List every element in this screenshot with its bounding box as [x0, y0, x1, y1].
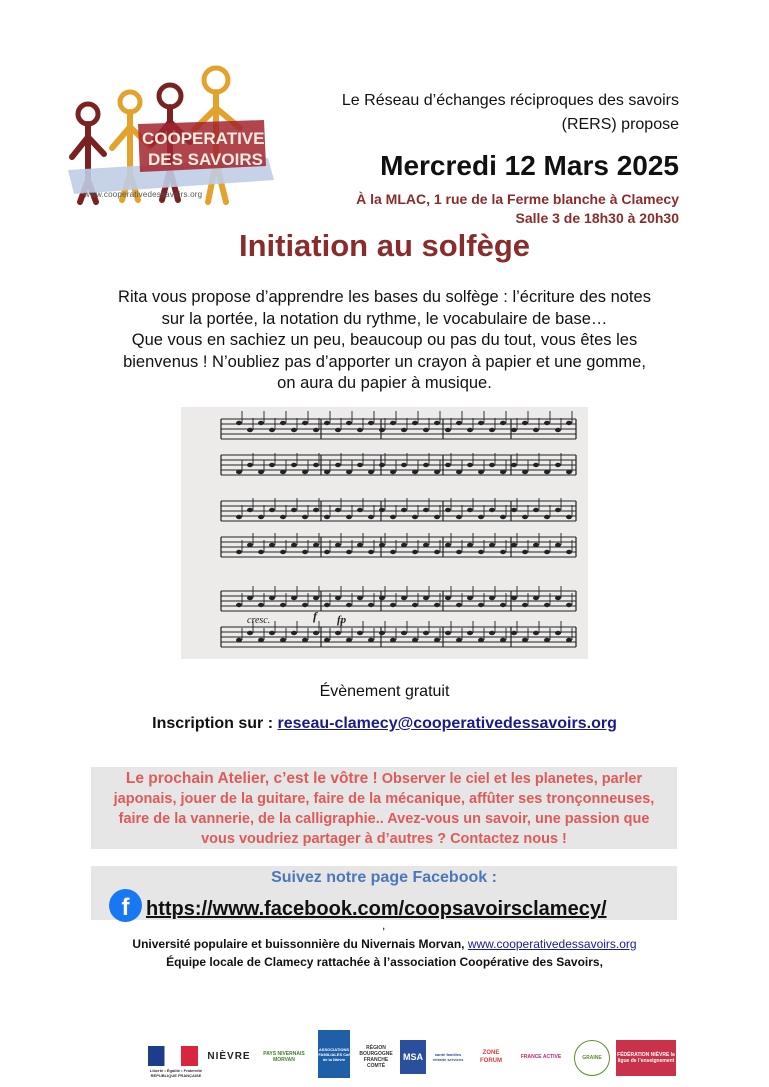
note-head [291, 631, 297, 635]
partner-logo-msa: MSA [400, 1040, 426, 1074]
note-head [335, 508, 341, 512]
note-head [555, 631, 561, 635]
note-head [357, 631, 363, 635]
note-head [368, 421, 374, 425]
note-head [522, 603, 528, 607]
note-head [313, 428, 319, 432]
registration-email-link[interactable]: reseau-clamecy@cooperativedessavoirs.org [277, 715, 617, 732]
note-head [324, 421, 330, 425]
note-head [346, 638, 352, 642]
note-head [401, 631, 407, 635]
note-head [269, 631, 275, 635]
note-head [335, 463, 341, 467]
workshop-text: vous voudriez partager à d’autres ? Contactez nous ! [201, 831, 567, 847]
university-line [0, 937, 769, 951]
workshop-text: faire de la vannerie, de la calligraphie.. Avez-vous un savoir, une passion que [118, 811, 650, 827]
note-head [533, 543, 539, 547]
note-head [390, 515, 396, 519]
note-head [313, 508, 319, 512]
note-head [247, 463, 253, 467]
note-head [544, 603, 550, 607]
note-head [533, 631, 539, 635]
note-head [544, 515, 550, 519]
partner-logo-ligue: FÉDÉRATION NIÈVRE la ligue de l’enseignement [616, 1040, 676, 1076]
note-head [412, 550, 418, 554]
note-head [489, 463, 495, 467]
note-head [401, 508, 407, 512]
note-head [280, 515, 286, 519]
note-head [511, 508, 517, 512]
note-head [280, 421, 286, 425]
description-line: on aura du papier à musique. [277, 374, 492, 392]
note-head [379, 543, 385, 547]
note-head [280, 550, 286, 554]
note-head [313, 596, 319, 600]
note-head [324, 603, 330, 607]
note-head [258, 638, 264, 642]
note-head [434, 470, 440, 474]
note-head [313, 463, 319, 467]
note-head [302, 550, 308, 554]
logo-line1: COOPERATIVE [142, 129, 265, 148]
note-head [544, 421, 550, 425]
note-head [280, 470, 286, 474]
note-head [247, 508, 253, 512]
note-head [379, 428, 385, 432]
note-head [522, 515, 528, 519]
note-head [456, 515, 462, 519]
note-head [566, 603, 572, 607]
note-head [522, 638, 528, 642]
note-head [335, 543, 341, 547]
sheet-mark-fp: fp [337, 614, 347, 626]
note-head [302, 603, 308, 607]
note-head [335, 631, 341, 635]
note-head [489, 428, 495, 432]
description [70, 287, 699, 395]
note-head [368, 603, 374, 607]
note-head [379, 596, 385, 600]
note-head [280, 603, 286, 607]
intro-line-2: (RERS) propose [561, 116, 679, 133]
workshop-text: Observer le ciel et les planetes, parler [381, 771, 643, 787]
note-head [269, 463, 275, 467]
note-head [500, 603, 506, 607]
note-head [324, 470, 330, 474]
note-head [500, 638, 506, 642]
intro-line-1: Le Réseau d’échanges réciproques des savoirs [341, 92, 679, 109]
note-head [280, 638, 286, 642]
partner-logo-france-active: FRANCE ACTIVE [520, 1054, 562, 1060]
note-head [423, 463, 429, 467]
note-head [445, 508, 451, 512]
note-head [500, 421, 506, 425]
note-head [445, 463, 451, 467]
note-head [368, 515, 374, 519]
note-head [434, 638, 440, 642]
note-head [566, 470, 572, 474]
sheet-mark-cresc: cresc. [247, 615, 271, 626]
note-head [346, 603, 352, 607]
note-head [456, 421, 462, 425]
logo-url: www.cooperativedessavoirs.org [84, 190, 203, 199]
note-head [423, 596, 429, 600]
note-head [555, 463, 561, 467]
note-head [445, 596, 451, 600]
next-workshop-box [91, 767, 677, 849]
note-head [313, 543, 319, 547]
note-head [401, 428, 407, 432]
note-head [390, 421, 396, 425]
note-head [269, 543, 275, 547]
note-head [555, 596, 561, 600]
note-head [346, 421, 352, 425]
note-head [357, 463, 363, 467]
note-head [269, 508, 275, 512]
facebook-icon: f [109, 889, 142, 922]
note-head [467, 596, 473, 600]
workshop-text: japonais, jouer de la guitare, faire de la mécanique, affûter ses tronçonneuses, [113, 791, 655, 807]
note-head [533, 428, 539, 432]
note-head [467, 508, 473, 512]
note-head [467, 463, 473, 467]
note-head [456, 470, 462, 474]
note-head [478, 550, 484, 554]
description-line: Que vous en sachiez un peu, beaucoup ou pas du tout, vous êtes les [131, 331, 638, 349]
note-head [357, 596, 363, 600]
facebook-link[interactable]: https://www.facebook.com/coopsavoirsclamecy/ [146, 898, 607, 920]
note-head [302, 515, 308, 519]
note-head [511, 543, 517, 547]
partner-logo-graine: GRAINE [574, 1040, 610, 1076]
note-head [335, 596, 341, 600]
note-head [533, 596, 539, 600]
free-event-label: Évènement gratuit [319, 683, 450, 700]
note-head [236, 421, 242, 425]
note-head [346, 515, 352, 519]
note-head [434, 515, 440, 519]
comma: , [382, 918, 386, 932]
note-head [346, 470, 352, 474]
note-head [566, 550, 572, 554]
note-head [412, 421, 418, 425]
registration [0, 715, 769, 733]
note-head [456, 550, 462, 554]
note-head [566, 515, 572, 519]
note-head [357, 543, 363, 547]
event-date: Mercredi 12 Mars 2025 [380, 150, 679, 181]
note-head [478, 603, 484, 607]
note-head [258, 421, 264, 425]
note-head [401, 596, 407, 600]
note-head [390, 550, 396, 554]
note-head [368, 550, 374, 554]
partner-logo-republique-text: Liberté • Égalité • Fraternité RÉPUBLIQUE FRANÇAISE [149, 1068, 203, 1078]
note-head [423, 631, 429, 635]
note-head [412, 603, 418, 607]
note-head [555, 428, 561, 432]
note-head [412, 638, 418, 642]
note-head [346, 550, 352, 554]
note-head [511, 428, 517, 432]
note-head [390, 638, 396, 642]
note-head [566, 421, 572, 425]
event-location: À la MLAC, 1 rue de la Ferme blanche à Clamecy [356, 191, 679, 207]
note-head [511, 463, 517, 467]
note-head [324, 638, 330, 642]
note-head [236, 515, 242, 519]
description-line: Rita vous propose d’apprendre les bases du solfège : l’écriture des notes [118, 288, 651, 306]
note-head [247, 631, 253, 635]
note-head [500, 550, 506, 554]
note-head [379, 508, 385, 512]
note-head [478, 515, 484, 519]
note-head [555, 543, 561, 547]
logo-line2: DES SAVOIRS [148, 150, 263, 169]
note-head [247, 596, 253, 600]
partner-logo-republique [148, 1046, 198, 1066]
note-head [357, 508, 363, 512]
note-head [368, 638, 374, 642]
note-head [456, 638, 462, 642]
local-team-line: Équipe locale de Clamecy rattachée à l’association Coopérative des Savoirs, [166, 955, 603, 969]
note-head [544, 470, 550, 474]
note-head [478, 638, 484, 642]
note-head [544, 550, 550, 554]
note-head [489, 596, 495, 600]
partner-logo-nievre: NIÈVRE [207, 1051, 251, 1062]
note-head [379, 463, 385, 467]
note-head [445, 631, 451, 635]
partner-logo-forum: ZONE FORUM [480, 1050, 502, 1064]
note-head [445, 428, 451, 432]
note-head [324, 515, 330, 519]
sheet-mark-f: f [313, 609, 317, 623]
note-head [522, 421, 528, 425]
note-head [258, 470, 264, 474]
note-head [478, 470, 484, 474]
note-head [401, 543, 407, 547]
description-line: sur la portée, la notation du rythme, le vocabulaire de base… [161, 309, 608, 328]
note-head [258, 515, 264, 519]
note-head [236, 550, 242, 554]
note-head [302, 421, 308, 425]
note-head [423, 508, 429, 512]
note-head [258, 603, 264, 607]
note-head [478, 421, 484, 425]
note-head [533, 508, 539, 512]
note-head [467, 428, 473, 432]
note-head [247, 543, 253, 547]
note-head [390, 470, 396, 474]
note-head [445, 543, 451, 547]
note-head [412, 470, 418, 474]
workshop-lead: Le prochain Atelier, c’est le vôtre ! [125, 770, 378, 787]
note-head [467, 543, 473, 547]
note-head [555, 508, 561, 512]
note-head [511, 596, 517, 600]
note-head [412, 515, 418, 519]
note-head [302, 638, 308, 642]
note-head [533, 463, 539, 467]
note-head [511, 631, 517, 635]
note-head [379, 631, 385, 635]
event-time: Salle 3 de 18h30 à 20h30 [515, 210, 679, 226]
note-head [236, 470, 242, 474]
note-head [434, 603, 440, 607]
note-head [258, 550, 264, 554]
facebook-title: Suivez notre page Facebook : [271, 869, 497, 886]
note-head [522, 550, 528, 554]
university-link[interactable]: www.cooperativedessavoirs.org [467, 937, 637, 951]
note-head [236, 603, 242, 607]
note-head [291, 543, 297, 547]
note-head [467, 631, 473, 635]
note-head [335, 428, 341, 432]
note-head [291, 508, 297, 512]
registration-label: Inscription sur : [152, 715, 274, 732]
note-head [368, 470, 374, 474]
note-head [324, 550, 330, 554]
university-text: Université populaire et buissonnière du Nivernais Morvan, [132, 937, 465, 951]
note-head [236, 638, 242, 642]
note-head [291, 428, 297, 432]
note-head [423, 543, 429, 547]
note-head [489, 508, 495, 512]
note-head [423, 428, 429, 432]
note-head [522, 470, 528, 474]
note-head [247, 428, 253, 432]
partner-logo-caf: ASSOCIATIONS FAMILIALES Caf de la Nièvre [318, 1030, 350, 1078]
partner-logo-pays-nivernais: PAYS NIVERNAIS MORVAN [263, 1051, 305, 1063]
note-head [291, 463, 297, 467]
sheet-music-image [181, 407, 588, 659]
note-head [269, 428, 275, 432]
partner-logo-msa-text: santé familles retraite services [432, 1052, 464, 1062]
partner-logo-region: RÉGION BOURGOGNE FRANCHE COMTÉ [359, 1045, 393, 1069]
note-head [544, 638, 550, 642]
note-head [357, 428, 363, 432]
note-head [500, 470, 506, 474]
note-head [434, 421, 440, 425]
description-line: bienvenus ! N’oubliez pas d’apporter un crayon à papier et une gomme, [123, 352, 646, 371]
note-head [390, 603, 396, 607]
note-head [489, 543, 495, 547]
page-title: Initiation au solfège [238, 228, 531, 263]
note-head [434, 550, 440, 554]
note-head [302, 470, 308, 474]
note-head [500, 515, 506, 519]
note-head [566, 638, 572, 642]
note-head [489, 631, 495, 635]
note-head [456, 603, 462, 607]
note-head [291, 596, 297, 600]
note-head [401, 463, 407, 467]
note-head [269, 596, 275, 600]
note-head [313, 631, 319, 635]
